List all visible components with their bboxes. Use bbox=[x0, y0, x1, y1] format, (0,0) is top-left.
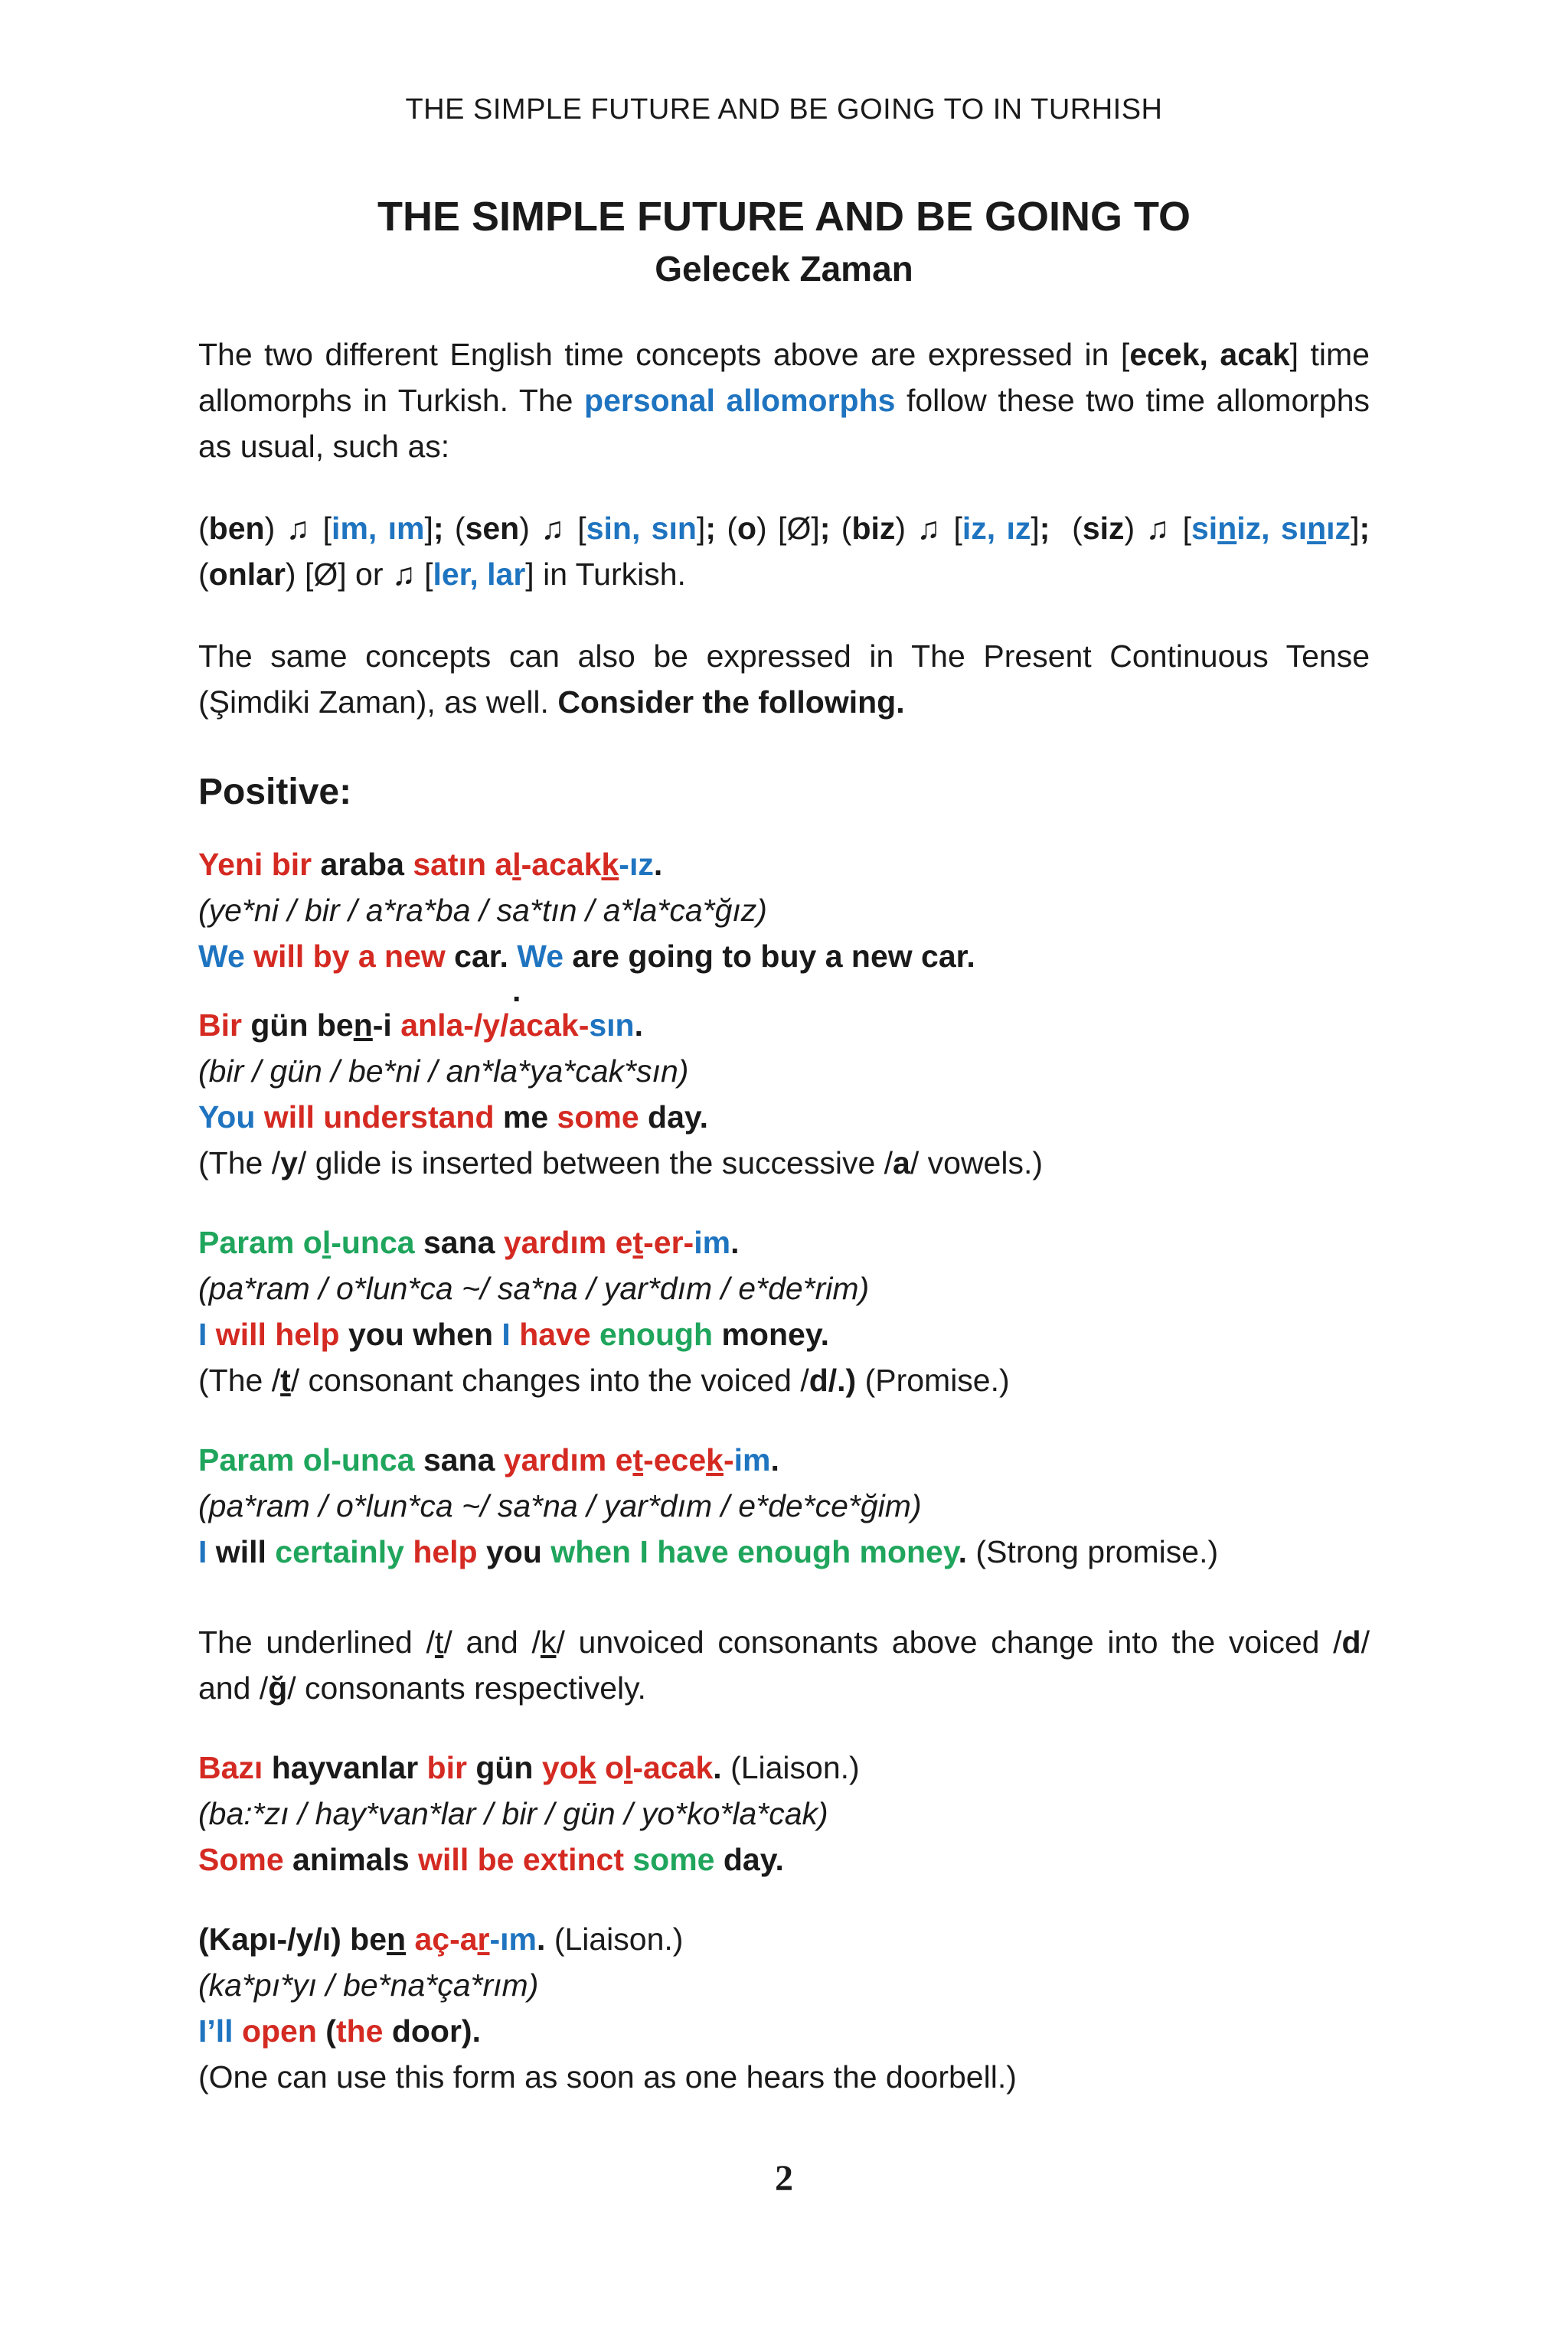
example-6-english: I’ll open (the door). bbox=[198, 2013, 481, 2049]
example-6-pronunciation: (ka*pı*yı / be*na*ça*rım) bbox=[198, 1967, 539, 2003]
page-title: THE SIMPLE FUTURE AND BE GOING TO bbox=[377, 194, 1191, 240]
music-note-icon: ♫ bbox=[1145, 511, 1172, 546]
example-3-pronunciation: (pa*ram / o*lun*ca ~/ sa*na / yar*dım / e*de*rim) bbox=[198, 1271, 870, 1306]
example-3-english: I will help you when I have enough money. bbox=[198, 1317, 829, 1352]
example-2-english: You will understand me some day. bbox=[198, 1099, 709, 1135]
body-content bbox=[198, 331, 1370, 2100]
running-head: THE SIMPLE FUTURE AND BE GOING TO IN TURHISH bbox=[405, 93, 1163, 126]
example-6-note: (One can use this form as soon as one hears the doorbell.) bbox=[198, 2059, 1017, 2095]
example-1-pronunciation: (ye*ni / bir / a*ra*ba / sa*tın / a*la*ca*ğız) bbox=[198, 893, 767, 928]
example-2-note: (The /y/ glide is inserted between the successive /a/ vowels.) bbox=[198, 1145, 1044, 1180]
example-6-turkish: (Kapı-/y/ı) ben aç-ar-ım. (Liaison.) bbox=[198, 1922, 684, 1957]
example-4-english: I will certainly help you when I have enough money. (Strong promise.) bbox=[198, 1534, 1219, 1569]
section-heading-positive: Positive: bbox=[198, 772, 352, 812]
music-note-icon: ♫ bbox=[916, 511, 943, 546]
example-2-pronunciation: (bir / gün / be*ni / an*la*ya*cak*sın) bbox=[198, 1053, 689, 1089]
example-3-note: (The /t/ consonant changes into the voiced /d/.) (Promise.) bbox=[198, 1363, 1010, 1398]
continuous-tense-paragraph: The same concepts can also be expressed in The Present Continuous Tense (Şimdiki Zaman), as well. Consider the following. bbox=[198, 638, 1370, 720]
example-3-turkish: Param ol-unca sana yardım et-er-im. bbox=[198, 1225, 740, 1260]
example-4-pronunciation: (pa*ram / o*lun*ca ~/ sa*na / yar*dım / e*de*ce*ğim) bbox=[198, 1488, 922, 1523]
music-note-icon: ♫ bbox=[541, 511, 567, 546]
example-4-turkish: Param ol-unca sana yardım et-ecek-im. bbox=[198, 1442, 779, 1478]
pronoun-suffix-list: (ben) ♫ [im, ım]; (sen) ♫ [sin, sın]; (o) [Ø]; (biz) ♫ [iz, ız]; (siz) ♫ [siniz, sınız]; (onlar) [Ø] or ♫ [ler, lar] in Turkish. bbox=[198, 511, 1370, 592]
example-5-pronunciation: (ba:*zı / hay*van*lar / bir / gün / yo*ko*la*cak) bbox=[198, 1796, 828, 1831]
example-5-english: Some animals will be extinct some day. bbox=[198, 1842, 784, 1877]
music-note-icon: ♫ bbox=[286, 511, 312, 546]
example-1-english: We will by a new car. We are going to buy a new car. bbox=[198, 939, 975, 974]
page-number: 2 bbox=[775, 2158, 793, 2199]
page-subtitle: Gelecek Zaman bbox=[655, 249, 913, 289]
consonant-change-note: The underlined /t/ and /k/ unvoiced consonants above change into the voiced /d/ and /ğ/ consonants respectively. bbox=[198, 1624, 1370, 1706]
example-1-turkish: Yeni bir araba satın al-acakk-ız. bbox=[198, 847, 663, 882]
example-5-turkish: Bazı hayvanlar bir gün yok ol-acak. (Liaison.) bbox=[198, 1750, 860, 1785]
music-note-icon: ♫ bbox=[391, 557, 416, 592]
stray-dot: . bbox=[512, 973, 521, 1008]
example-2-turkish: Bir gün ben-i anla-/y/acak-sın. bbox=[198, 1007, 644, 1043]
intro-paragraph: The two different English time concepts above are expressed in [ecek, acak] time allomorphs in Turkish. The personal allomorphs follow these two time allomorphs as usual, such as: bbox=[198, 337, 1370, 464]
